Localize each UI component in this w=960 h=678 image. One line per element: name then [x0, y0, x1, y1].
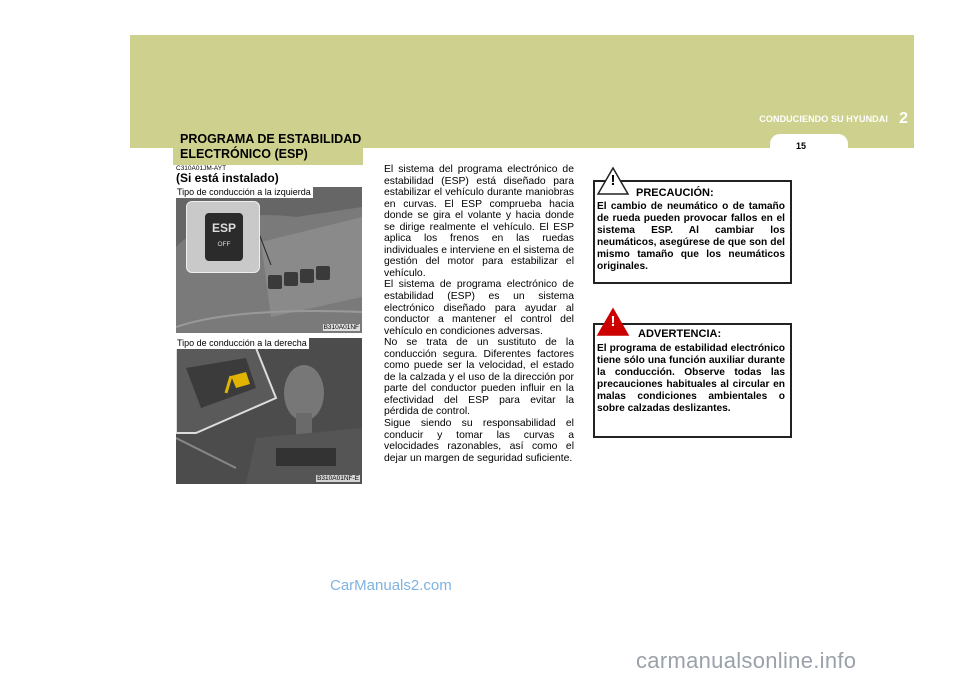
chapter-title: CONDUCIENDO SU HYUNDAI: [759, 114, 888, 124]
footer-site-watermark: carmanualsonline.info: [636, 648, 857, 673]
body-paragraph: El sistema de programa electrónico de estabilidad (ESP) es un sistema electrónico diseñado para ayudar al conductor a mantener el control del vehículo en condiciones adversas.: [384, 279, 574, 337]
esp-button-zoom: [186, 201, 260, 273]
caution-text: El cambio de neumático o de tamaño de rueda pueden provocar fallos en el sistema ESP. Al cambiar los neumáticos, asegúrese de que son del mismo tamaño que los neumáticos originales.: [597, 201, 785, 272]
esp-switch-photo-rhd: [176, 338, 362, 484]
section-title: PROGRAMA DE ESTABILIDAD ELECTRÓNICO (ESP): [180, 132, 362, 161]
caution-mark: !: [610, 172, 616, 189]
warning-title: ADVERTENCIA:: [638, 328, 722, 340]
warning-mark: !: [610, 313, 616, 330]
watermark-link[interactable]: CarManuals2.com: [330, 577, 452, 594]
body-paragraph: Sigue siendo su responsabilidad el conducir y tomar las curvas a velocidades razonables, así como el dejar un margen de seguridad suficiente.: [384, 418, 574, 464]
section-subheading: (Si está instalado): [176, 171, 279, 185]
chapter-number: 2: [899, 110, 908, 127]
body-paragraph: No se trata de un sustituto de la conducción segura. Diferentes factores como puede ser la velocidad, el estado de la calzada y el uso de la dirección por parte del conductor pueden influir en la efectividad del ESP para evitar la pérdida de control.: [384, 337, 574, 418]
esp-off-label: OFF: [217, 241, 231, 248]
console-illustration: [176, 338, 362, 484]
page-number: 15: [796, 141, 807, 151]
caution-title: PRECAUCIÓN:: [636, 187, 714, 199]
figure-label-lhd: Tipo de conducción a la izquierda: [177, 187, 311, 197]
figure-code-lhd: B310A01NF: [323, 324, 359, 331]
warning-text: El programa de estabilidad electrónico tiene sólo una función auxiliar durante la conducción. Observe todas las precauciones habituales al circular en malas condiciones ambientales o sobre calzadas deslizantes.: [597, 343, 785, 414]
body-text: [384, 164, 574, 464]
esp-button-label: ESP: [211, 221, 236, 235]
page-tab: [770, 134, 848, 154]
section-code: C310A01JM-AYT: [176, 165, 227, 172]
figure-label-rhd: Tipo de conducción a la derecha: [177, 338, 307, 348]
figure-code-rhd: B310A01NF-E: [317, 475, 359, 482]
body-paragraph: El sistema del programa electrónico de estabilidad (ESP) está diseñado para estabilizar el vehículo durante maniobras en curvas. El ESP comprueba hacia donde se gira el volante y hacia donde se dirige realmente el vehículo. El ESP aplica los frenos en las ruedas individuales e interviene en el sistema de gestión del motor para estabilizar el vehículo.: [384, 164, 574, 279]
esp-off-button: [205, 213, 243, 261]
esp-switch-photo-lhd: [176, 187, 362, 333]
